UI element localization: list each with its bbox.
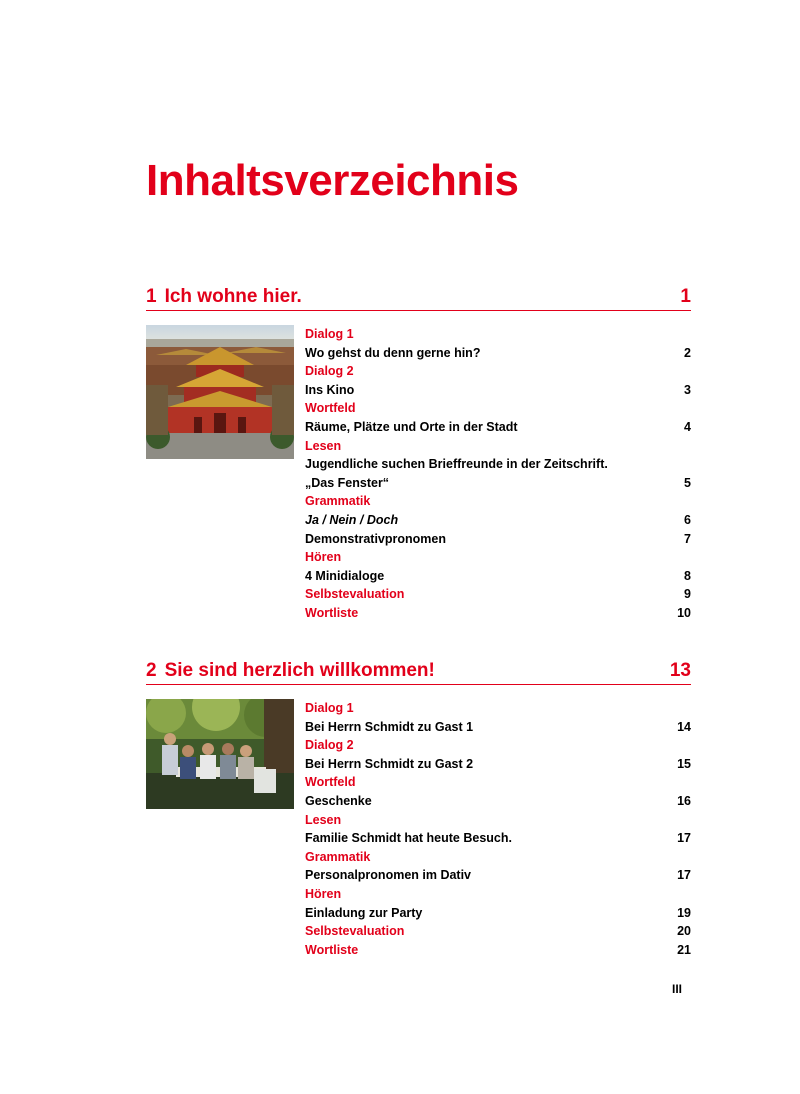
- page-number: III: [672, 982, 683, 996]
- toc-entry[interactable]: Selbstevaluation 9: [305, 587, 691, 602]
- toc-entry[interactable]: Dialog 2: [305, 364, 354, 379]
- chapter-2: [146, 652, 691, 957]
- toc-entry[interactable]: Lesen: [305, 812, 342, 827]
- toc-entry[interactable]: Geschenke 16: [305, 793, 691, 808]
- toc-entry[interactable]: Grammatik: [305, 849, 371, 864]
- toc-entry[interactable]: Personalpronomen im Dativ 17: [305, 868, 691, 883]
- toc-entry[interactable]: Dialog 1: [305, 327, 354, 341]
- chapter-heading[interactable]: [146, 652, 691, 685]
- toc-entry[interactable]: Wortfeld: [305, 401, 356, 416]
- toc-entry[interactable]: Räume, Plätze und Orte in der Stadt 4: [305, 419, 691, 434]
- toc-entry[interactable]: Jugendliche suchen Brieffreunde in der Zeitschrift.: [305, 457, 608, 472]
- chapter-page: 1: [680, 286, 691, 307]
- page-title: Inhaltsverzeichnis: [146, 156, 519, 205]
- toc-entry[interactable]: Demonstrativpronomen 7: [305, 531, 691, 546]
- toc-entry[interactable]: „Das Fenster“ 5: [305, 475, 691, 490]
- toc-entry[interactable]: Wo gehst du denn gerne hin? 2: [305, 345, 691, 360]
- chapter-title: Sie sind herzlich willkommen!: [164, 660, 435, 681]
- toc-entry[interactable]: Einladung zur Party 19: [305, 905, 691, 920]
- toc-entry[interactable]: Bei Herrn Schmidt zu Gast 1 14: [305, 719, 691, 734]
- toc-entry[interactable]: Ins Kino 3: [305, 382, 691, 397]
- toc-entry[interactable]: Dialog 2: [305, 738, 354, 753]
- toc-list: [305, 325, 691, 623]
- toc-entry[interactable]: Hören: [305, 886, 342, 901]
- chapter-title: Ich wohne hier.: [164, 286, 302, 307]
- toc-entry[interactable]: Familie Schmidt hat heute Besuch. 17: [305, 831, 691, 846]
- toc-entry[interactable]: Wortliste 21: [305, 942, 691, 957]
- toc-entry[interactable]: Wortfeld: [305, 775, 356, 790]
- toc-entry[interactable]: Selbstevaluation 20: [305, 924, 691, 939]
- chapter-number: 1: [146, 286, 157, 307]
- toc-entry[interactable]: Lesen: [305, 438, 342, 453]
- toc-list: [305, 699, 691, 959]
- chapter-1: [146, 278, 691, 620]
- toc-entry[interactable]: Grammatik: [305, 494, 371, 509]
- toc-entry[interactable]: Wortliste 10: [305, 605, 691, 620]
- toc-entry[interactable]: Hören: [305, 550, 342, 565]
- toc-entry[interactable]: Ja / Nein / Doch 6: [305, 512, 691, 527]
- chapter-number: 2: [146, 660, 157, 681]
- garden-party-photo: [146, 699, 294, 809]
- forbidden-city-photo: [146, 325, 294, 459]
- chapter-heading[interactable]: [146, 278, 691, 311]
- toc-entry[interactable]: Dialog 1: [305, 701, 354, 715]
- toc-entry[interactable]: Bei Herrn Schmidt zu Gast 2 15: [305, 756, 691, 771]
- chapter-page: 13: [669, 660, 691, 681]
- toc-entry[interactable]: 4 Minidialoge 8: [305, 568, 691, 583]
